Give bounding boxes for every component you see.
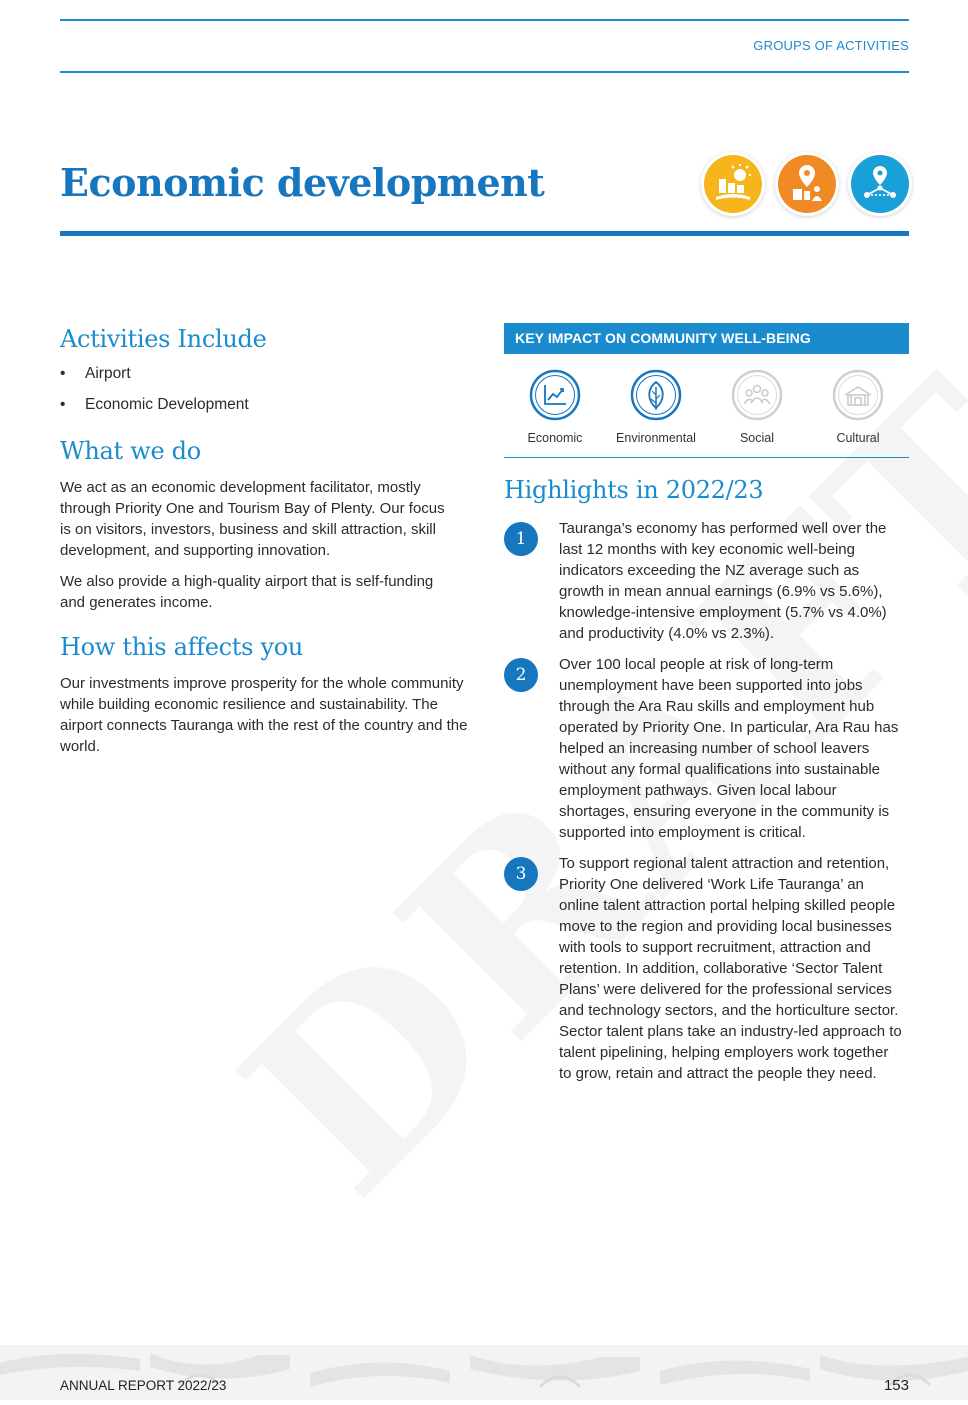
impact-label: Environmental [616, 431, 696, 445]
activity-item: • Economic Development [60, 395, 249, 415]
highlight-text: Over 100 local people at risk of long-term unemployment have been supported into jobs through the Ara Rau skills and employment hub operated by Priority One. In particular, Ara Rau has helped an increasing number of school leavers without any formal qualifications into sustainable employment pathways. Given local labour shortages, ensuring everyone in the community is supported into employment is critical. [559, 656, 899, 841]
impact-social [707, 369, 807, 445]
activities-list [60, 364, 249, 426]
impact-environmental [606, 369, 706, 445]
activity-item: • Airport [60, 364, 249, 384]
map-pin-network-icon [851, 155, 909, 213]
impact-divider [504, 457, 909, 458]
highlights-heading: Highlights in 2022/23 [504, 476, 764, 504]
footer-page-number: 153 [883, 1377, 909, 1394]
highlight-number-badge: 2 [504, 658, 538, 692]
activities-heading: Activities Include [60, 325, 267, 353]
how-affects-paragraph: Our investments improve prosperity for the whole community while building economic resilience and sustainability. The airport connects Tauranga with the rest of the country and the world. [60, 675, 468, 755]
header-top-rule [60, 19, 909, 21]
people-location-icon [778, 155, 836, 213]
people-group-icon [731, 369, 783, 421]
city-sun-icon [704, 155, 762, 213]
impact-label: Social [739, 431, 775, 445]
what-we-do-paragraph: We also provide a high-quality airport that is self-funding and generates income. [60, 573, 434, 611]
meeting-house-icon [832, 369, 884, 421]
header-section-label: GROUPS OF ACTIVITIES [753, 38, 909, 53]
key-impact-header: KEY IMPACT ON COMMUNITY WELL-BEING [504, 323, 909, 354]
page-title: Economic development [60, 160, 545, 205]
highlight-number-badge: 3 [504, 857, 538, 891]
leaf-icon [630, 369, 682, 421]
impact-label: Economic [527, 431, 583, 445]
impact-cultural [808, 369, 908, 445]
footer-report-title: ANNUAL REPORT 2022/23 [60, 1378, 227, 1393]
highlight-number-badge: 1 [504, 522, 538, 556]
impact-economic [505, 369, 605, 445]
what-we-do-paragraph: We act as an economic development facilitator, mostly through Priority One and Tourism Bay of Plenty. Our focus is on visitors, investors, business and skill attraction, skill development, and supporting innovation. [60, 479, 445, 559]
what-we-do-heading: What we do [60, 437, 201, 465]
impact-label: Cultural [836, 431, 880, 445]
header-bottom-rule [60, 71, 909, 73]
highlight-text: Tauranga’s economy has performed well over the last 12 months with key economic well-being indicators exceeding the NZ average such as growth in mean annual earnings (6.9% vs 5.6%), knowledge-intensive employment (5.7% vs 4.0%) and productivity (4.0% vs 2.3%). [559, 520, 887, 642]
title-underline [60, 231, 909, 236]
how-affects-heading: How this affects you [60, 633, 304, 661]
chart-line-icon [529, 369, 581, 421]
highlight-text: To support regional talent attraction and retention, Priority One delivered ‘Work Life Tauranga’ an online talent attraction portal helping skilled people move to the region and providing local businesses with tools to support recruitment, attraction and retention. In addition, collaborative ‘Sector Talent Plans’ were delivered for the professional services and technology sectors, and the horticulture sector. Sector talent plans take an industry-led approach to talent pipelining, helping employers work together to grow, retain and attract the people they need. [559, 855, 902, 1082]
